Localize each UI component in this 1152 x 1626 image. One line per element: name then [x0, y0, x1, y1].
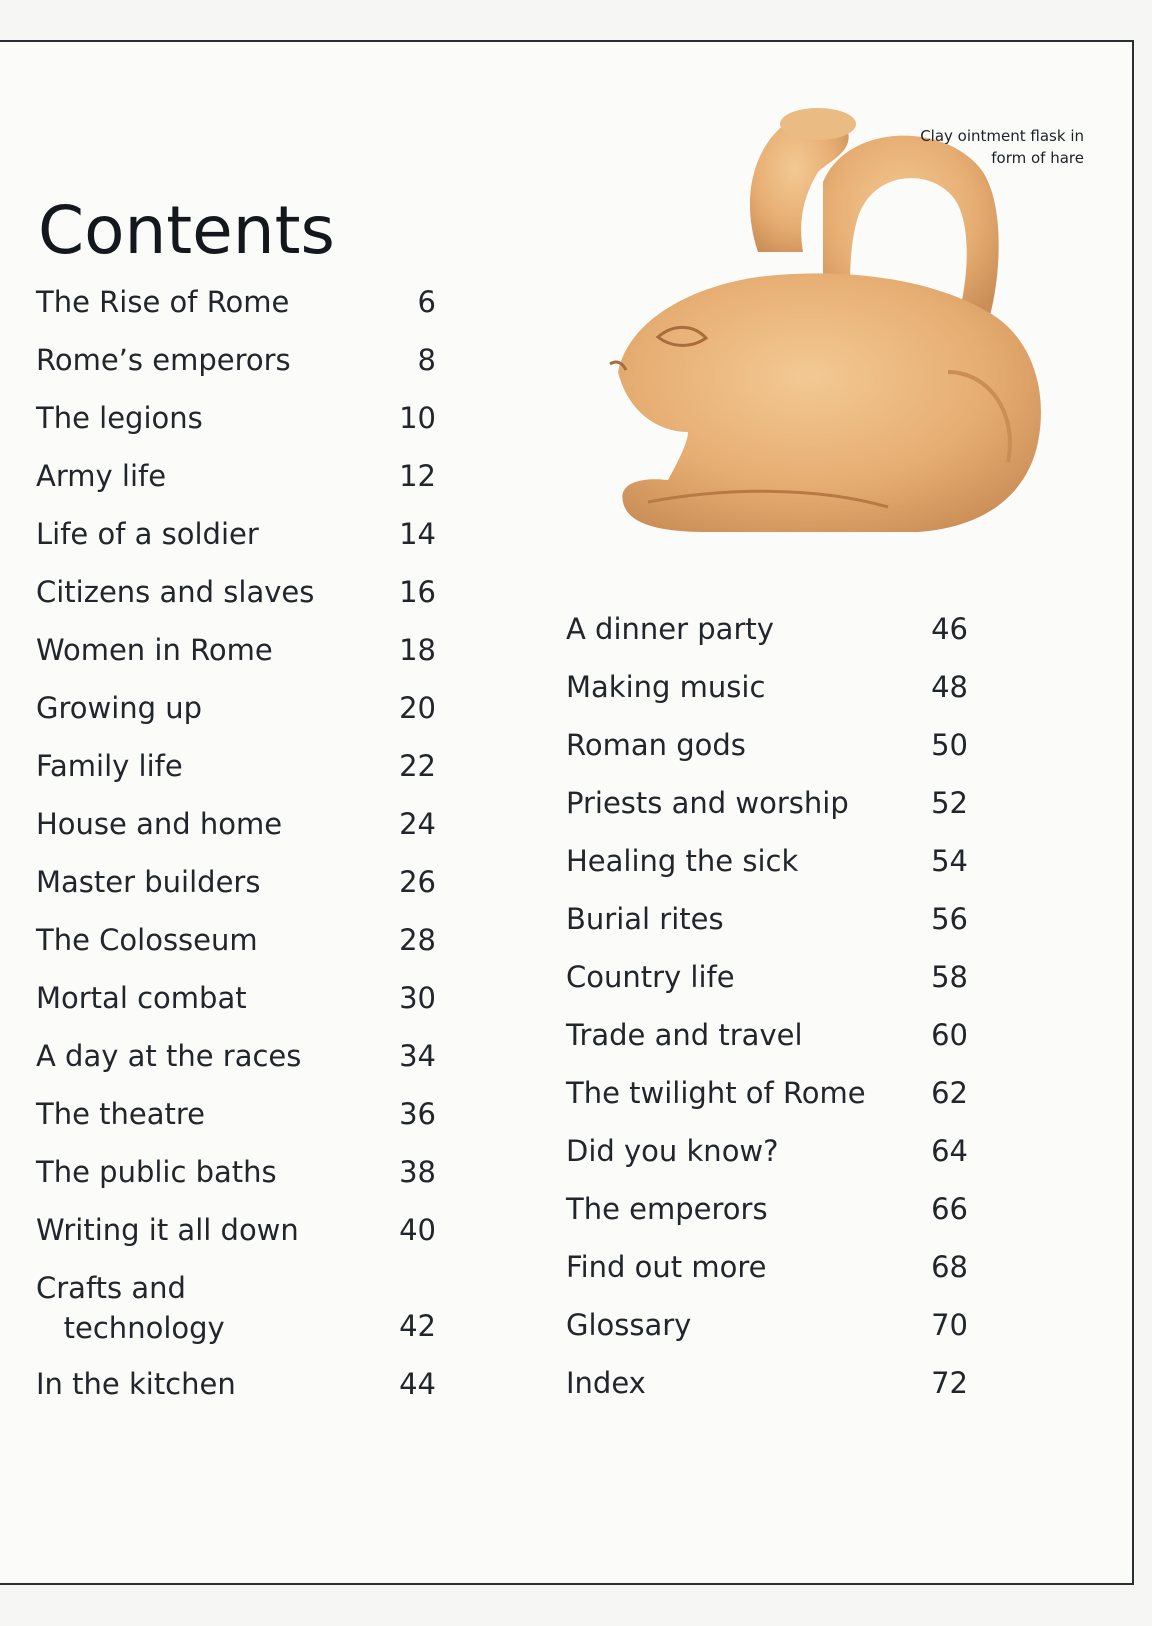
toc-entry-page-number: 6	[417, 285, 436, 319]
toc-entry-label: The Colosseum	[36, 923, 258, 957]
toc-entry-page-number: 46	[931, 612, 968, 646]
toc-right-column	[566, 609, 968, 1509]
toc-entry-label: Master builders	[36, 865, 261, 899]
toc-entry-label: Family life	[36, 749, 183, 783]
toc-entry-label: House and home	[36, 807, 283, 841]
toc-entry-label: Roman gods	[566, 728, 746, 762]
toc-entry-page-number: 58	[931, 960, 968, 994]
toc-entry-page-number: 22	[399, 749, 436, 783]
toc-entry-page-number: 26	[399, 865, 436, 899]
toc-entry-page-number: 68	[931, 1250, 968, 1284]
toc-entry-label: Healing the sick	[566, 844, 799, 878]
toc-entry-label: Trade and travel	[566, 1018, 803, 1052]
toc-left-column	[36, 282, 436, 1482]
toc-entry-label: Making music	[566, 670, 766, 704]
toc-entry-label: Citizens and slaves	[36, 575, 315, 609]
toc-entry-label: Women in Rome	[36, 633, 273, 667]
toc-entry-label: The Rise of Rome	[36, 285, 290, 319]
toc-entry-label: Rome’s emperors	[36, 343, 291, 377]
toc-entry-page-number: 40	[399, 1213, 436, 1247]
toc-entry-page-number: 16	[399, 575, 436, 609]
toc-entry-page-number: 52	[931, 786, 968, 820]
toc-entry-label: A dinner party	[566, 612, 774, 646]
toc-entry-page-number: 44	[399, 1367, 436, 1401]
toc-entry-page-number: 72	[931, 1366, 968, 1400]
hare-flask-image	[588, 102, 1078, 562]
toc-entry-page-number: 28	[399, 923, 436, 957]
clay-hare-flask-icon	[588, 102, 1078, 562]
toc-entry-page-number: 42	[399, 1309, 436, 1343]
toc-entry-label: Glossary	[566, 1308, 692, 1342]
toc-entry-page-number: 60	[931, 1018, 968, 1052]
toc-entry-label: Index	[566, 1366, 646, 1400]
toc-entry-label: The theatre	[36, 1097, 206, 1131]
toc-entry-page-number: 24	[399, 807, 436, 841]
toc-entry-page-number: 54	[931, 844, 968, 878]
toc-entry-page-number: 70	[931, 1308, 968, 1342]
toc-entry-label: Army life	[36, 459, 167, 493]
toc-entry-page-number: 18	[399, 633, 436, 667]
toc-entry-page-number: 66	[931, 1192, 968, 1226]
toc-entry-label: The legions	[36, 401, 203, 435]
toc-entry-label: Writing it all down	[36, 1213, 299, 1247]
toc-entry-page-number: 38	[399, 1155, 436, 1189]
toc-entry-page-number: 34	[399, 1039, 436, 1073]
toc-entry-page-number: 36	[399, 1097, 436, 1131]
toc-entry-label: The emperors	[566, 1192, 768, 1226]
toc-entry-label: Did you know?	[566, 1134, 779, 1168]
page-frame	[0, 40, 1134, 1585]
toc-entry-page-number: 56	[931, 902, 968, 936]
toc-entry-page-number: 10	[399, 401, 436, 435]
toc-entry-page-number: 20	[399, 691, 436, 725]
toc-entry-label: In the kitchen	[36, 1367, 236, 1401]
toc-entry-page-number: 64	[931, 1134, 968, 1168]
toc-entry-page-number: 48	[931, 670, 968, 704]
toc-entry-label: A day at the races	[36, 1039, 302, 1073]
toc-entry-label: Burial rites	[566, 902, 724, 936]
toc-entry-page-number: 50	[931, 728, 968, 762]
toc-entry-label: Crafts and technology	[36, 1271, 225, 1345]
toc-entry-page-number: 30	[399, 981, 436, 1015]
toc-entry-page-number: 8	[417, 343, 436, 377]
toc-entry-label: Priests and worship	[566, 786, 849, 820]
toc-entry-label: Mortal combat	[36, 981, 247, 1015]
toc-entry-label: The public baths	[36, 1155, 277, 1189]
page-title: Contents	[38, 192, 335, 269]
toc-entry-page-number: 12	[399, 459, 436, 493]
toc-entry-label: The twilight of Rome	[566, 1076, 866, 1110]
image-caption: Clay ointment flask in form of hare	[920, 127, 1084, 167]
toc-entry-label: Find out more	[566, 1250, 767, 1284]
toc-entry-page-number: 62	[931, 1076, 968, 1110]
toc-entry-label: Life of a soldier	[36, 517, 259, 551]
toc-entry-page-number: 14	[399, 517, 436, 551]
toc-entry-label: Country life	[566, 960, 735, 994]
toc-entry-label: Growing up	[36, 691, 203, 725]
